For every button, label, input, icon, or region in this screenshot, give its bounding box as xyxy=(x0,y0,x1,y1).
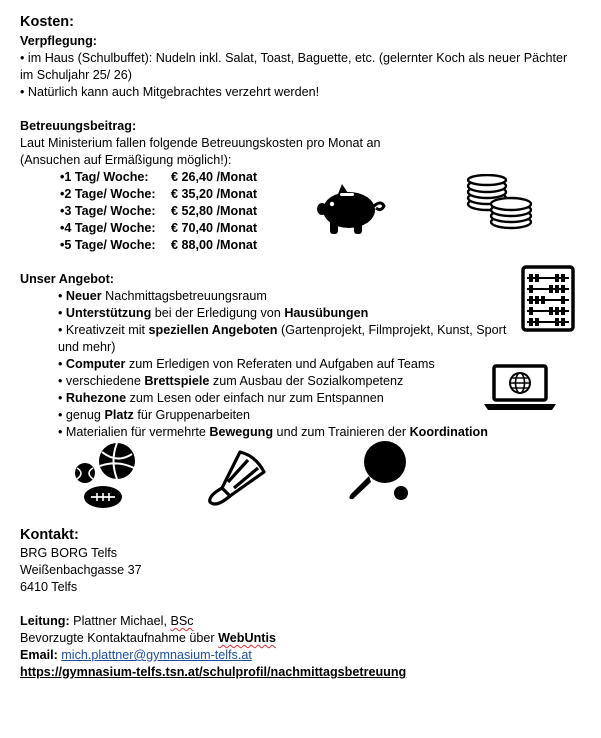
abacus-icon xyxy=(521,265,575,332)
cost-price: € 88,00 /Monat xyxy=(171,238,258,252)
cost-row xyxy=(60,203,257,220)
sports-balls-icon xyxy=(72,442,138,510)
website-link[interactable]: https://gymnasium-telfs.tsn.at/schulprofil/nachmittagsbetreuung xyxy=(20,665,407,679)
cost-days: •4 Tage/ Woche: xyxy=(60,221,156,235)
cost-price: € 52,80 /Monat xyxy=(171,204,258,218)
kontakt-heading: Kontakt: xyxy=(20,527,79,543)
leitung-title: BSc xyxy=(170,614,194,628)
cost-price: € 70,40 /Monat xyxy=(171,221,258,235)
webuntis-text: WebUntis xyxy=(218,631,276,645)
angebot-item-raum: • Neuer Nachmittagsbetreuungsraum xyxy=(58,289,267,303)
angebot-item-brettspiele: • verschiedene Brettspiele zum Ausbau der Sozialkompetenz xyxy=(58,374,404,388)
email-link[interactable]: mich.plattner@gymnasium-telfs.at xyxy=(61,648,252,662)
leitung-label: Leitung: xyxy=(20,614,70,628)
url-line xyxy=(20,664,406,681)
preferred-contact-line: Bevorzugte Kontaktaufnahme über WebUntis xyxy=(20,631,276,645)
ping-pong-icon xyxy=(345,440,411,502)
verpflegung-heading: Verpflegung: xyxy=(20,34,97,48)
email-label: Email: xyxy=(20,648,58,662)
kontakt-street: Weißenbachgasse 37 xyxy=(20,563,142,577)
angebot-item-kreativzeit-cont: und mehr) xyxy=(58,340,116,354)
angebot-item-computer: • Computer zum Erledigen von Referaten und Aufgaben auf Teams xyxy=(58,357,435,371)
shuttlecock-icon xyxy=(204,446,268,508)
leitung-line xyxy=(20,613,194,630)
kosten-heading: Kosten: xyxy=(20,14,74,30)
cost-days: •5 Tage/ Woche: xyxy=(60,238,156,252)
cost-days: •2 Tage/ Woche: xyxy=(60,187,156,201)
angebot-item-bewegung: • Materialien für vermehrte Bewegung und zum Trainieren der Koordination xyxy=(58,425,488,439)
angebot-heading: Unser Angebot: xyxy=(20,272,114,286)
angebot-item-ruhezone: • Ruhezone zum Lesen oder einfach nur zum Entspannen xyxy=(58,391,384,405)
angebot-item-kreativzeit: • Kreativzeit mit speziellen Angeboten (Gartenprojekt, Filmprojekt, Kunst, Sport xyxy=(58,323,507,337)
piggy-bank-icon xyxy=(316,182,388,238)
cost-price: € 26,40 /Monat xyxy=(171,170,258,184)
leitung-name: Plattner Michael, xyxy=(69,614,171,628)
beitrag-line-2: (Ansuchen auf Ermäßigung möglich!): xyxy=(20,153,232,167)
coins-icon xyxy=(465,174,535,232)
beitrag-line-1: Laut Ministerium fallen folgende Betreuungskosten pro Monat an xyxy=(20,136,381,150)
angebot-item-platz: • genug Platz für Gruppenarbeiten xyxy=(58,408,251,422)
email-line xyxy=(20,647,252,664)
verpflegung-line-2: im Schuljahr 25/ 26) xyxy=(20,68,132,82)
cost-days: •1 Tag/ Woche: xyxy=(60,170,149,184)
beitrag-heading: Betreuungsbeitrag: xyxy=(20,119,137,133)
cost-row xyxy=(60,169,257,186)
kontakt-school: BRG BORG Telfs xyxy=(20,546,118,560)
verpflegung-line-1: • im Haus (Schulbuffet): Nudeln inkl. Salat, Toast, Baguette, etc. (gelernter Koch als neuer Pächter xyxy=(20,51,568,65)
kontakt-city: 6410 Telfs xyxy=(20,580,78,594)
cost-row xyxy=(60,186,257,203)
cost-days: •3 Tage/ Woche: xyxy=(60,204,156,218)
cost-row xyxy=(60,237,257,254)
verpflegung-line-3: • Natürlich kann auch Mitgebrachtes verzehrt werden! xyxy=(20,85,320,99)
cost-row xyxy=(60,220,257,237)
angebot-item-hausuebungen: • Unterstützung bei der Erledigung von Hausübungen xyxy=(58,306,369,320)
laptop-globe-icon xyxy=(482,364,558,412)
cost-price: € 35,20 /Monat xyxy=(171,187,258,201)
